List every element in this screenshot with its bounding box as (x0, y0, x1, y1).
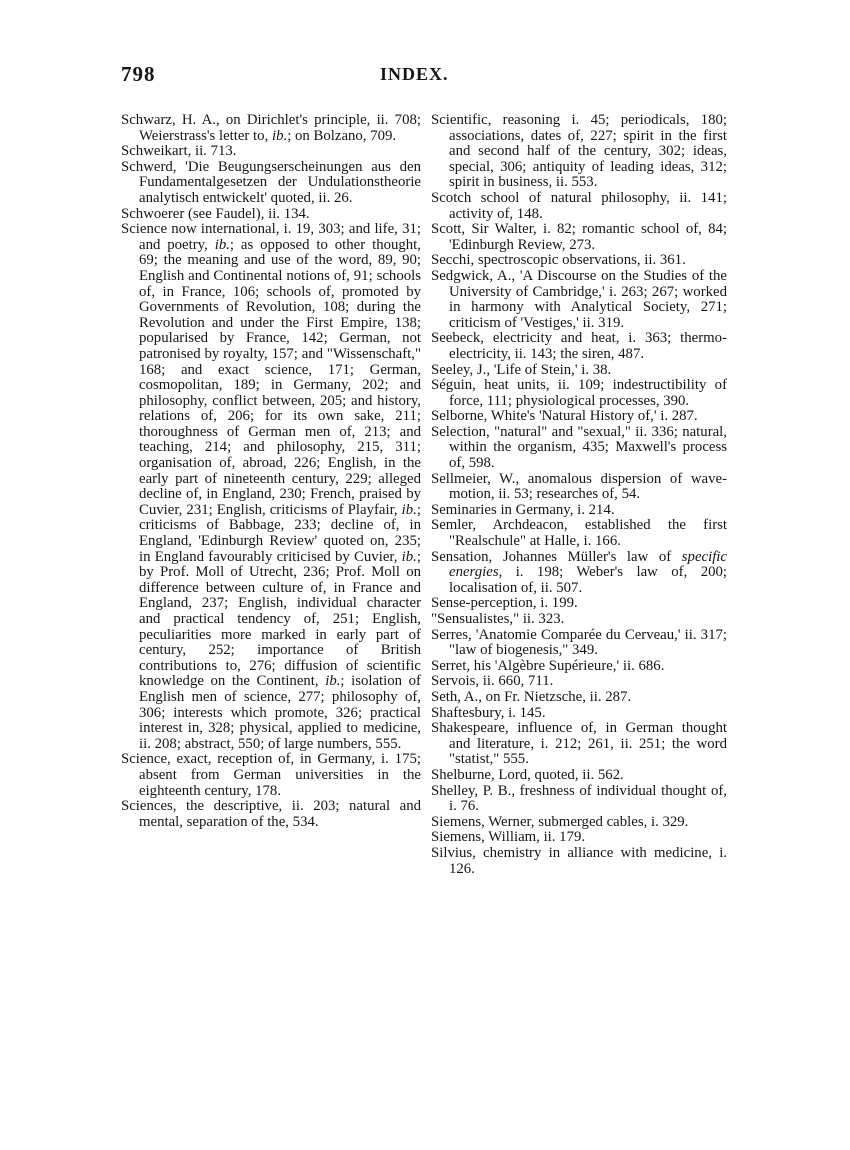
index-entry: Selection, "natural" and "sexual," ii. 336; natural, within the organism, 435; Maxwell's process of, 598. (431, 423, 727, 472)
index-entry: Siemens, William, ii. 179. (431, 829, 586, 846)
index-entry: Serret, his 'Algèbre Supérieure,' ii. 686. (431, 657, 665, 674)
index-entry: "Sensualistes," ii. 323. (431, 611, 565, 627)
index-entry: Scotch school of natural philosophy, ii. 141; activity of, 148. (431, 189, 727, 222)
index-entry: Schwoerer (see Faudel), ii. 134. (121, 205, 310, 222)
index-entry: Selborne, White's 'Natural History of,' i. 287. (431, 408, 698, 425)
index-entry: Scott, Sir Walter, i. 82; romantic school of, 84; 'Edinburgh Review, 273. (431, 221, 727, 253)
index-entry: Servois, ii. 660, 711. (431, 673, 554, 690)
index-entry: Shelley, P. B., freshness of individual thought of, i. 76. (431, 782, 727, 815)
index-entry: Seebeck, electricity and heat, i. 363; thermo-electricity, ii. 143; the siren, 487. (431, 330, 727, 362)
index-entry: Sensation, Johannes Müller's law of specific energies, i. 198; Weber's law of, 200; localisation of, ii. 507. (431, 548, 727, 596)
index-entry: Seminaries in Germany, i. 214. (431, 501, 615, 518)
index-entry: Science now international, i. 19, 303; and life, 31; and poetry, ib.; as opposed to other thought, 69; the meaning and use of the word, 89, 90; English and Continental notions of, 91; schools of, in France, 106; schools of, promoted by Governments of Revolution, 108; during the Revolution and under the First Empire, 138; popularised by France, 142; German, not patronised by royalty, 157; and "Wissenschaft," 168; and exact science, 171; German, cosmopolitan, 189; in Germany, 202; and philosophy, conflict between, 205; and history, relations of, 206; for its own sake, 211; thoroughness of German men of, 213; and teaching, 214; and philosophy, 215, 311; organisation of, abroad, 226; English, in the early part of nineteenth century, 229; alleged decline of, in England, 230; French, praised by Cuvier, 231; English, criticisms of Playfair, ib.; criticisms of Babbage, 233; decline of, in England, 'Edinburgh Review' quoted on, 235; in England favourably criticised by Cuvier, ib.; by Prof. Moll of Utrecht, 236; Prof. Moll on difference between culture of, in France and England, 237; English, individual character and practical tendency of, 251; English, peculiarities more marked in early part of century, 252; importance of British contributions to, 276; diffusion of scientific knowledge on the Continent, ib.; isolation of English men of science, 277; philosophy of, 306; interests which promote, 326; practical interest in, 328; physical, applied to medicine, ii. 208; abstract, 550; of large numbers, 555. (121, 221, 421, 752)
index-entry: Seeley, J., 'Life of Stein,' i. 38. (431, 361, 612, 378)
index-entry: Silvius, chemistry in alliance with medicine, i. 126. (431, 844, 727, 877)
page-number: 798 (121, 62, 156, 86)
index-entry: Siemens, Werner, submerged cables, i. 329. (431, 813, 689, 830)
index-entry: Sciences, the descriptive, ii. 203; natural and mental, separation of the, 534. (121, 798, 421, 830)
index-entry: Sellmeier, W., anomalous dispersion of wave-motion, ii. 53; researches of, 54. (431, 470, 727, 503)
index-entry: Seth, A., on Fr. Nietzsche, ii. 287. (431, 688, 632, 705)
index-entry: Sedgwick, A., 'A Discourse on the Studies of the University of Cambridge,' i. 263; 267; worked in harmony with Analytical Society, 271; criticism of 'Vestiges,' ii. 319. (431, 267, 727, 331)
index-entry: Shakespeare, influence of, in German thought and literature, i. 212; 261, ii. 251; the word "statist," 555. (431, 720, 727, 768)
index-entry: Scientific, reasoning i. 45; periodicals, 180; associations, dates of, 227; spirit in the first and second half of the century, 302; ideas, special, 306; antiquity of leading ideas, 312; spirit in business, ii. 553. (431, 112, 727, 191)
index-entry: Shelburne, Lord, quoted, ii. 562. (431, 766, 624, 783)
index-entry: Shaftesbury, i. 145. (431, 704, 546, 721)
index-entry: Schwarz, H. A., on Dirichlet's principle, ii. 708; Weierstrass's letter to, ib.; on Bolzano, 709. (121, 112, 421, 144)
index-entry: Semler, Archdeacon, established the first "Realschule" at Halle, i. 166. (431, 517, 727, 550)
running-head: INDEX. (380, 64, 449, 84)
index-entry: Science, exact, reception of, in Germany, i. 175; absent from German universities in the eighteenth century, 178. (121, 751, 421, 799)
index-entry: Serres, 'Anatomie Comparée du Cerveau,' ii. 317; "law of biogenesis," 349. (431, 626, 727, 659)
index-column-left (121, 113, 421, 830)
index-entry: Schwerd, 'Die Beugungserscheinungen aus den Fundamentalgesetzen der Undulationstheorie analytisch entwickelt' quoted, ii. 26. (121, 158, 421, 206)
index-entry: Secchi, spectroscopic observations, ii. 361. (431, 252, 686, 269)
index-entry: Sense-perception, i. 199. (431, 595, 578, 612)
index-entry: Séguin, heat units, ii. 109; indestructibility of force, 111; physiological processes, 390. (431, 377, 727, 409)
index-column-right (431, 113, 727, 877)
index-entry: Schweikart, ii. 713. (121, 143, 237, 160)
